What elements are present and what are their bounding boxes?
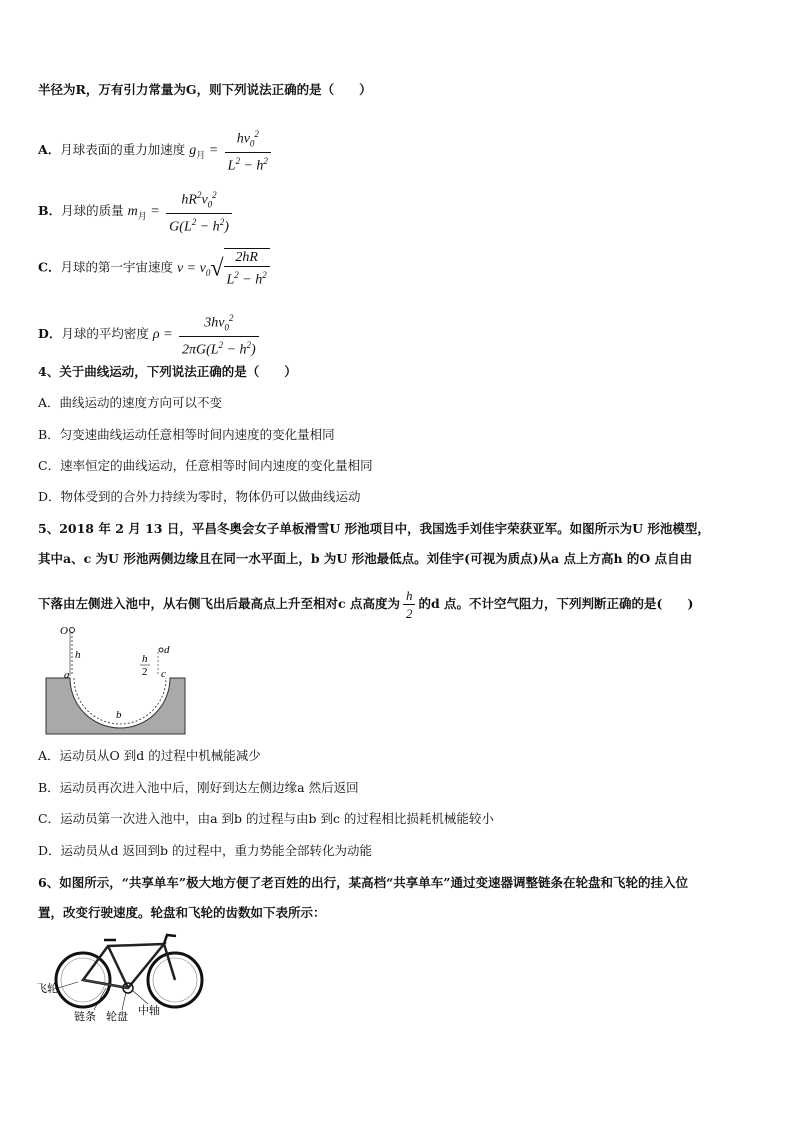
q5-option-b: B．运动员再次进入池中后，刚好到达左侧边缘a 然后返回 bbox=[38, 780, 359, 795]
q3-option-b bbox=[38, 187, 235, 236]
q5-option-a: A．运动员从O 到d 的过程中机械能减少 bbox=[38, 748, 261, 763]
pointer-chainring bbox=[122, 992, 126, 1010]
option-letter: D． bbox=[38, 325, 62, 341]
option-text: 月球表面的重力加速度 bbox=[60, 141, 186, 157]
label-b: b bbox=[116, 709, 122, 721]
label-a: a bbox=[64, 669, 70, 681]
q3-option-d bbox=[38, 310, 262, 359]
label-flywheel: 飞轮 bbox=[36, 982, 58, 995]
point-d-marker bbox=[159, 648, 163, 652]
u-pool-figure bbox=[40, 618, 200, 738]
q3-option-a bbox=[38, 126, 274, 175]
q5-option-d: D．运动员从d 返回到b 的过程中，重力势能全部转化为动能 bbox=[38, 843, 372, 858]
option-text: 月球的第一宇宙速度 bbox=[60, 259, 173, 275]
q6-line-2: 置，改变行驶速度。轮盘和飞轮的齿数如下表所示： bbox=[38, 905, 326, 920]
label-c: c bbox=[161, 668, 166, 680]
q4-option-d: D．物体受到的合外力持续为零时，物体仍可以做曲线运动 bbox=[38, 489, 361, 504]
q5-line-3b: 的d 点。不计空气阻力，下列判断正确的是( ) bbox=[418, 596, 694, 611]
label-h: h bbox=[75, 649, 81, 661]
handlebar-saddle bbox=[104, 935, 176, 944]
option-letter: C． bbox=[38, 259, 61, 275]
q6-line-1: 6、如图所示，“共享单车”极大地方便了老百姓的出行，某高档“共享单车”通过变速器调整链条在轮盘和飞轮的挂入位 bbox=[38, 875, 688, 890]
q4-option-c: C．速率恒定的曲线运动，任意相等时间内速度的变化量相同 bbox=[38, 458, 373, 473]
q5-line-3a: 下落由左侧进入池中，从右侧飞出后最高点上升至相对c 点高度为 bbox=[38, 596, 400, 611]
q3-option-c bbox=[38, 248, 273, 289]
label-chainring: 轮盘 bbox=[106, 1010, 128, 1022]
label-h2-num: h bbox=[142, 653, 148, 665]
formula-v: $v = v_0√$ $\frac{2hR}{L^2 - h^2}$ bbox=[177, 261, 273, 276]
label-d: d bbox=[164, 644, 170, 656]
frame-tubes bbox=[83, 944, 175, 988]
q4-stem: 4、关于曲线运动，下列说法正确的是（ ） bbox=[38, 364, 297, 379]
q5-line-3: 下落由左侧进入池中，从右侧飞出后最高点上升至相对c 点高度为 $\frac{h}{2}$ 的d 点。不计空气阻力，下列判断正确的是( ) bbox=[38, 588, 694, 621]
pointer-axle bbox=[132, 990, 148, 1004]
q5-line-2: 其中a、c 为U 形池两侧边缘且在同一水平面上，b 为U 形池最低点。刘佳宇(可视为质点)从a 点上方高h 的O 点自由 bbox=[38, 551, 693, 566]
formula-g-moon: $g_月$ = $\frac{hv_0^2}{L^2 - h^2}$ bbox=[189, 143, 274, 158]
option-letter: A． bbox=[38, 141, 61, 157]
label-chain: 链条 bbox=[74, 1010, 96, 1022]
chain bbox=[83, 980, 128, 988]
q3-stem: 半径为R，万有引力常量为G，则下列说法正确的是（ ） bbox=[38, 82, 372, 97]
q5-option-c: C．运动员第一次进入池中，由a 到b 的过程与由b 到c 的过程相比损耗机械能较小 bbox=[38, 811, 494, 826]
q4-option-a: A．曲线运动的速度方向可以不变 bbox=[38, 395, 223, 410]
pool-ground bbox=[46, 678, 185, 734]
label-h2-den: 2 bbox=[142, 666, 148, 678]
bicycle-figure bbox=[36, 930, 206, 1022]
option-text: 月球的平均密度 bbox=[61, 325, 149, 341]
q4-option-b: B．匀变速曲线运动任意相等时间内速度的变化量相同 bbox=[38, 427, 335, 442]
formula-m-moon: $m_月$ = $\frac{hR^2v_0^2}{G(L^2 - h^2)}$ bbox=[128, 204, 235, 219]
q5-line-1: 5、2018 年 2 月 13 日，平昌冬奥会女子单板滑雪U 形池项目中，我国选手刘佳宇荣获亚军。如图所示为U 形池模型， bbox=[38, 521, 710, 536]
formula-rho: ρ = $\frac{3hv_0^2}{2\pi G(L^2 - h^2)}$ bbox=[153, 327, 262, 342]
option-text: 月球的质量 bbox=[61, 202, 124, 218]
option-letter: B． bbox=[38, 202, 62, 218]
label-axle: 中轴 bbox=[138, 1004, 160, 1017]
label-O: O bbox=[60, 625, 68, 637]
